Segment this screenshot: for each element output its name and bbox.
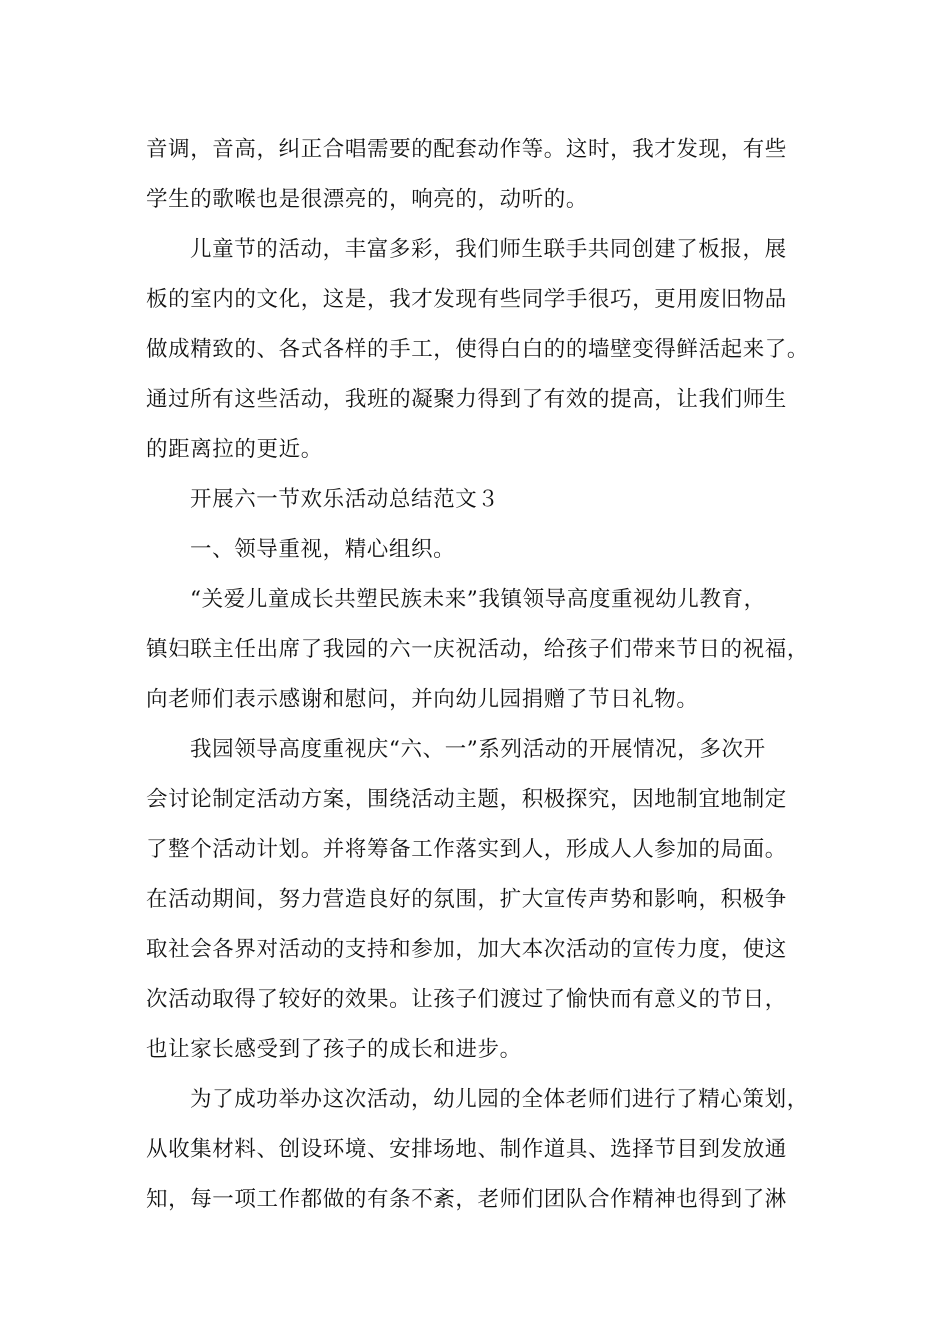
- text-line: 做成精致的、各式各样的手工，使得白白的的墙壁变得鲜活起来了。: [146, 337, 810, 362]
- text-line: 通过所有这些活动，我班的凝聚力得到了有效的提高，让我们师生: [146, 387, 787, 412]
- text-line: 从收集材料、创设环境、安排场地、制作道具、选择节目到发放通: [146, 1137, 787, 1162]
- text-line: 音调，音高，纠正合唱需要的配套动作等。这时，我才发现，有些: [146, 137, 787, 162]
- text-line: 镇妇联主任出席了我园的六一庆祝活动，给孩子们带来节日的祝福，: [146, 637, 810, 662]
- text-line: 取社会各界对活动的支持和参加，加大本次活动的宣传力度，使这: [146, 937, 787, 962]
- text-line: 的距离拉的更近。: [146, 437, 323, 462]
- text-line: 板的室内的文化，这是，我才发现有些同学手很巧，更用废旧物品: [146, 287, 787, 312]
- text-line: 了整个活动计划。并将筹备工作落实到人，形成人人参加的局面。: [146, 837, 787, 862]
- text-line: 向老师们表示感谢和慰问，并向幼儿园捐赠了节日礼物。: [146, 687, 699, 712]
- text-line: 次活动取得了较好的效果。让孩子们渡过了愉快而有意义的节日，: [146, 987, 787, 1012]
- text-line: 在活动期间，努力营造良好的氛围，扩大宣传声势和影响，积极争: [146, 887, 787, 912]
- text-line: 知，每一项工作都做的有条不紊，老师们团队合作精神也得到了淋: [146, 1187, 787, 1212]
- section-heading: 开展六一节欢乐活动总结范文３: [190, 487, 500, 512]
- paragraph-start-line: 我园领导高度重视庆“六、一”系列活动的开展情况，多次开: [190, 737, 766, 762]
- subsection-heading: 一、领导重视，精心组织。: [190, 537, 456, 562]
- text-line: 学生的歌喉也是很漂亮的，响亮的，动听的。: [146, 187, 589, 212]
- paragraph-start-line: 为了成功举办这次活动，幼儿园的全体老师们进行了精心策划，: [190, 1087, 809, 1112]
- paragraph-start-line: 儿童节的活动，丰富多彩，我们师生联手共同创建了板报，展: [190, 237, 787, 262]
- text-line: 会讨论制定活动方案，围绕活动主题，积极探究，因地制宜地制定: [146, 787, 787, 812]
- paragraph-start-line: “关爱儿童成长共塑民族未来”我镇领导高度重视幼儿教育，: [190, 587, 766, 612]
- text-line: 也让家长感受到了孩子的成长和进步。: [146, 1037, 522, 1062]
